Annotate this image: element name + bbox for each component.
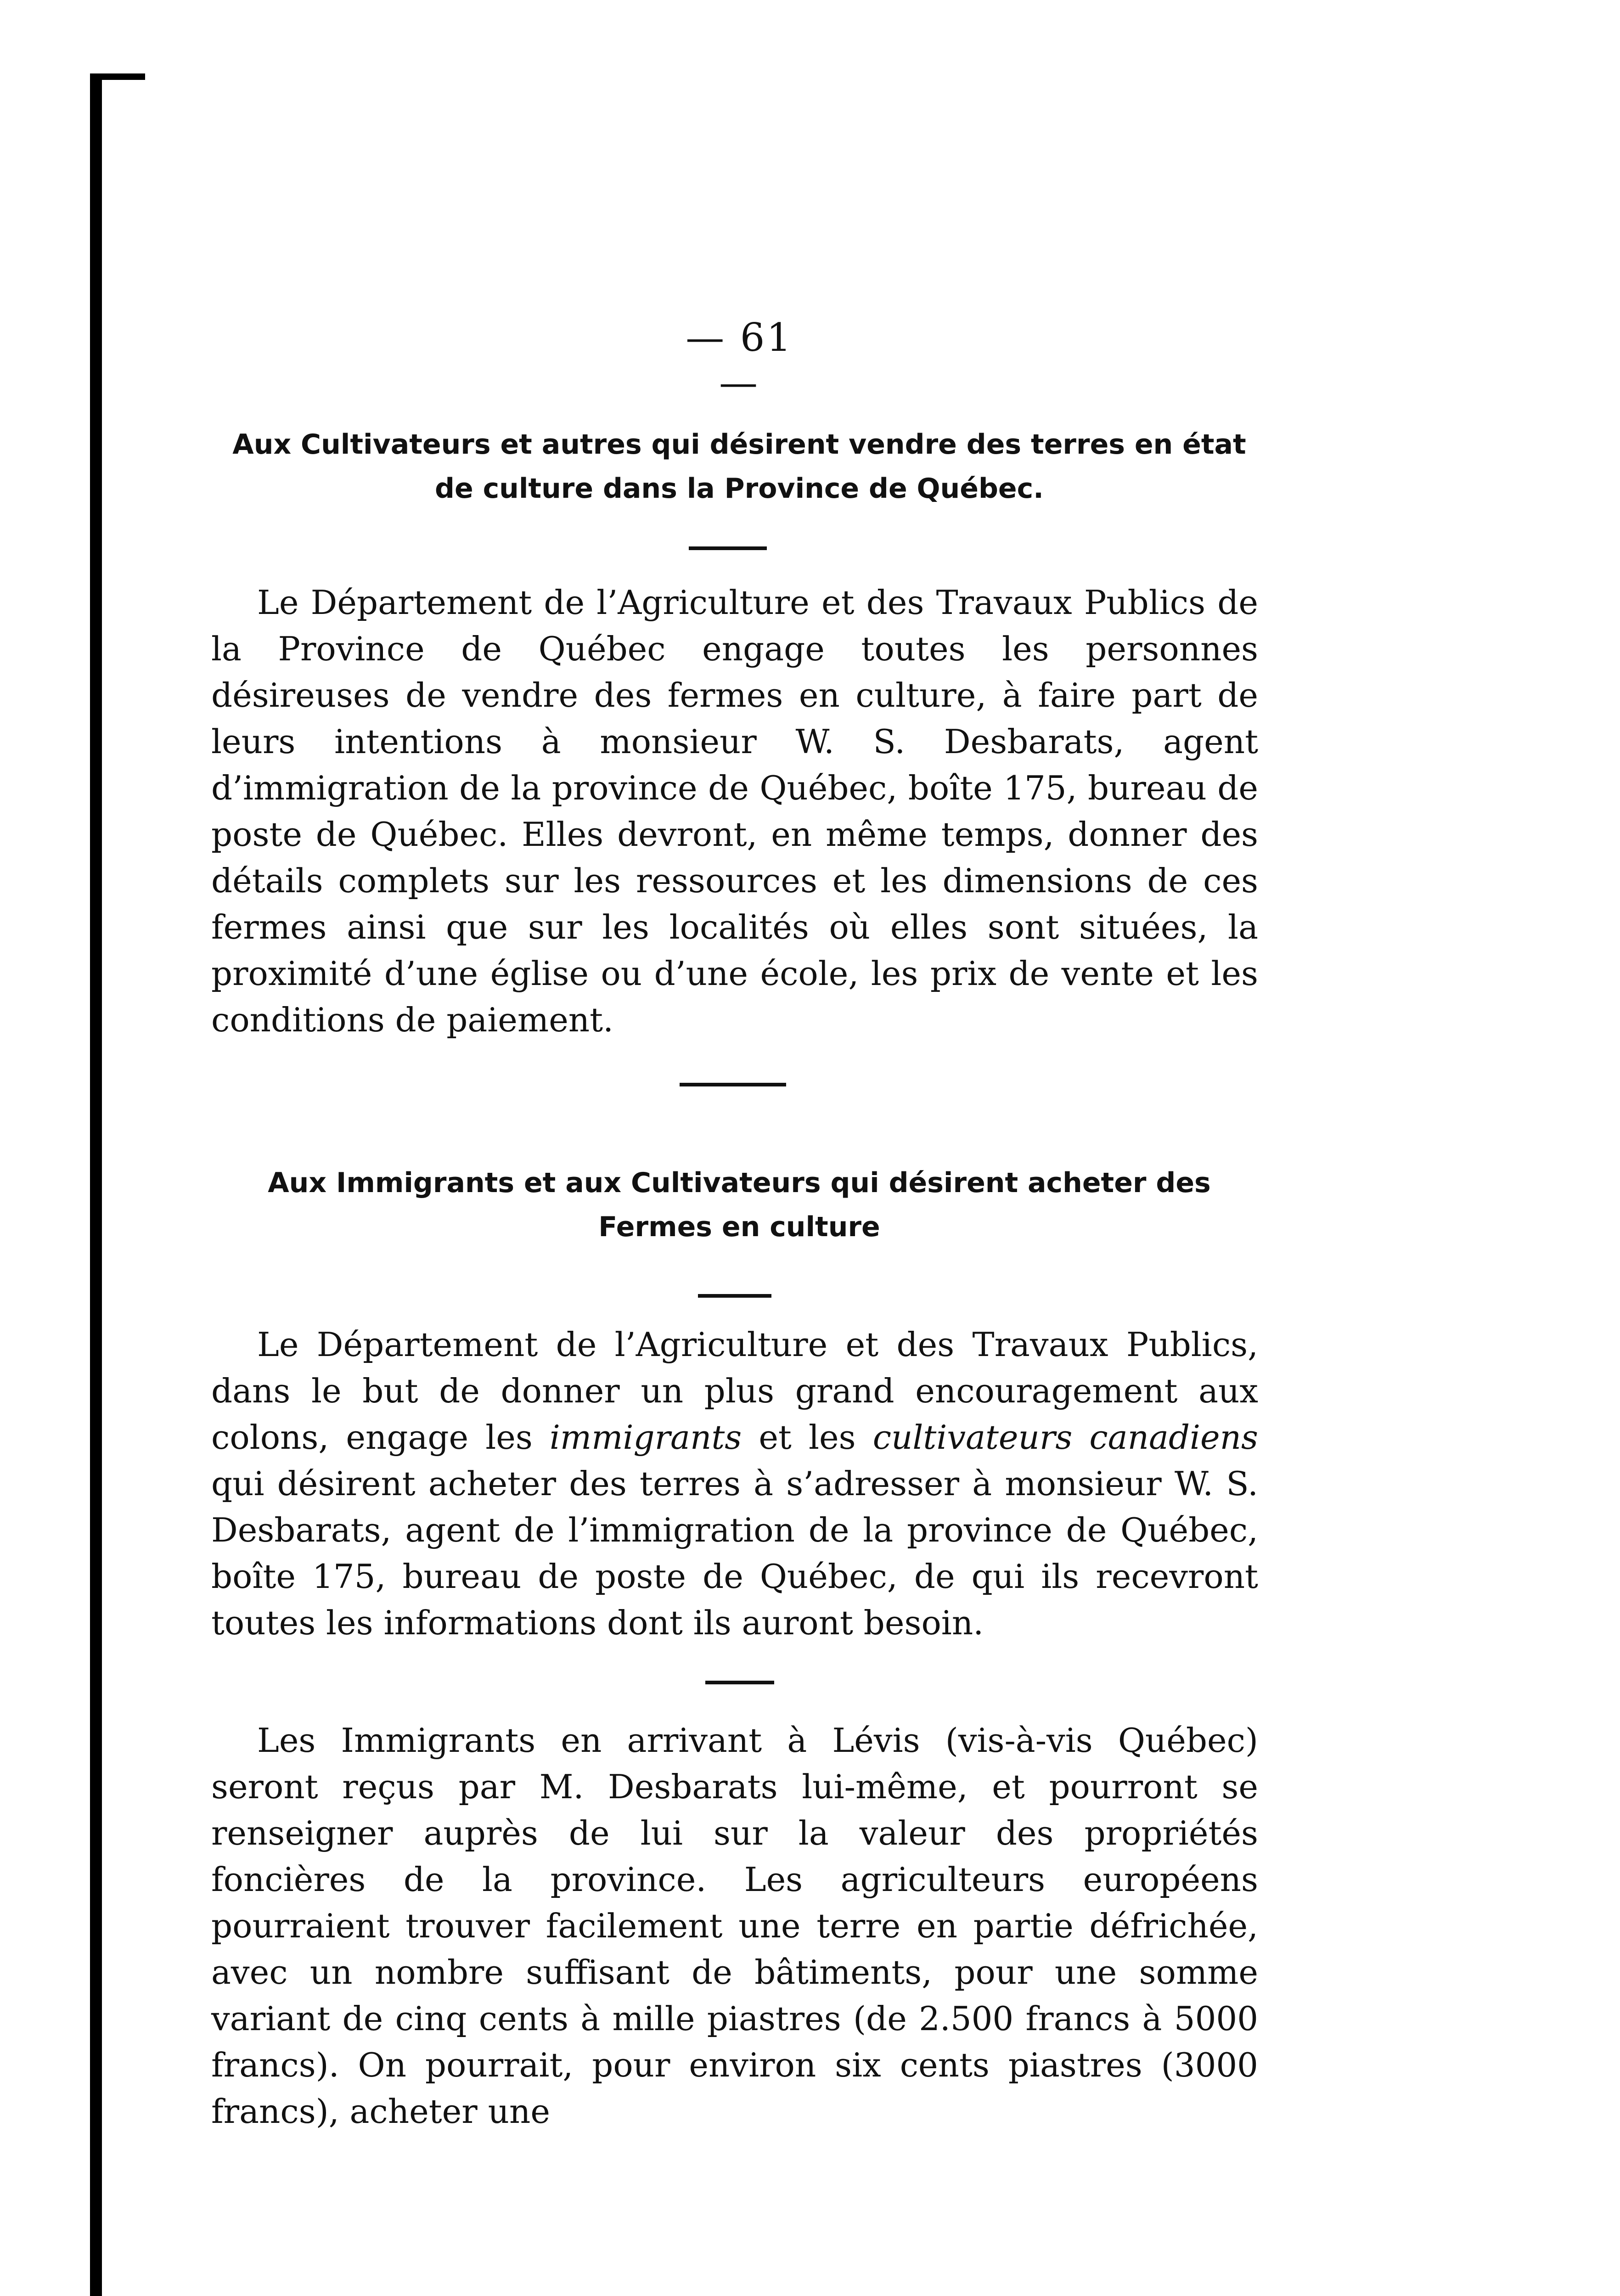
page-number: — 61 — [686, 315, 793, 405]
scan-binding-edge [90, 73, 102, 2296]
section-2-text-3: qui désirent acheter des terres à s’adresser à monsieur W. S. Desbarats, agent de l’immigration de la province de Québec, boîte 175, bureau de poste de Québec, de qui ils recevront toutes les informations dont ils auront besoin. [211, 1464, 1258, 1642]
section-1-heading: Aux Cultivateurs et autres qui désirent vendre des terres en état de culture dans la Province de Québec. [232, 428, 1246, 505]
section-2-paragraph [211, 1322, 1258, 1646]
section-2-text-1: Le Département de l’Agriculture et des Travaux Publics, dans le but de donner un plus grand encouragement aux colons, engage les [211, 1325, 1258, 1457]
section-2-text-2: et les [742, 1418, 873, 1457]
section-2-emphasis-immigrants: immigrants [549, 1418, 742, 1457]
section-3-divider [705, 1681, 774, 1684]
scan-binding-tick [90, 73, 145, 80]
section-2-divider [698, 1294, 771, 1298]
section-1-paragraph: Le Département de l’Agriculture et des Travaux Publics de la Province de Québec engage toutes les personnes désireuses de vendre des fermes en culture, à faire part de leurs intentions à monsieur W. S. Desbarats, agent d’immigration de la province de Québec, boîte 175, bureau de poste de Québec. Elles devront, en même temps, donner des détails complets sur les ressources et les dimensions de ces fermes ainsi que sur les localités où elles sont situées, la proximité d’une église ou d’une école, les prix de vente et les conditions de paiement. [211, 583, 1258, 1039]
section-separator [680, 1083, 786, 1086]
section-2-heading: Aux Immigrants et aux Cultivateurs qui désirent acheter des Fermes en culture [268, 1167, 1211, 1243]
section-1-divider [689, 546, 767, 550]
section-2-emphasis-cultivateurs: cultivateurs canadiens [872, 1418, 1258, 1457]
section-3-paragraph: Les Immigrants en arrivant à Lévis (vis-à-vis Québec) seront reçus par M. Desbarats lui-même, et pourront se renseigner auprès de lui sur la valeur des propriétés foncières de la province. Les agriculteurs européens pourraient trouver facilement une terre en partie défrichée, avec un nombre suffisant de bâtiments, pour une somme variant de cinq cents à mille piastres (de 2.500 francs à 5000 francs). On pourrait, pour environ six cents piastres (3000 francs), acheter une [211, 1721, 1258, 2131]
